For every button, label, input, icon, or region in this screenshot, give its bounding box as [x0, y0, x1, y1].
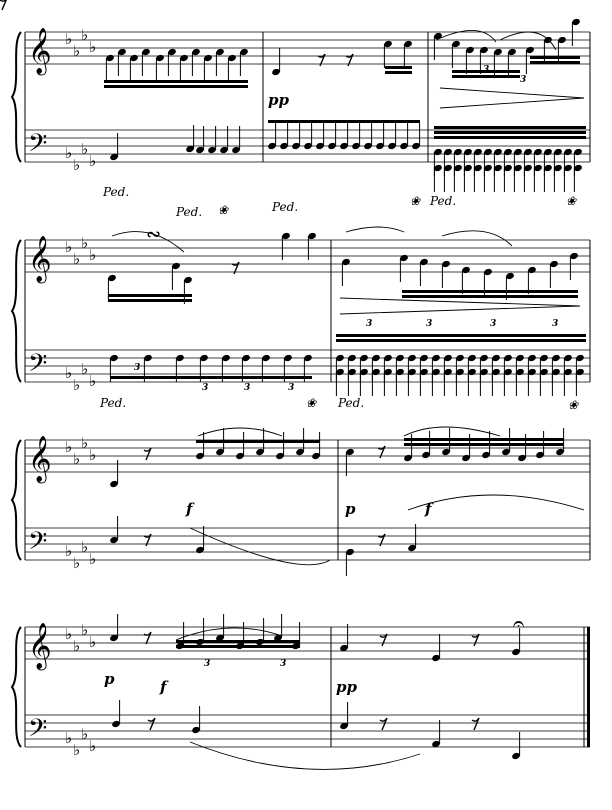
pedal-mark: Ped.	[430, 194, 457, 208]
flat-accidental: ♭	[81, 725, 89, 743]
flat-accidental: ♭	[81, 234, 89, 252]
grand-staff-brace	[12, 32, 21, 162]
flat-accidental: ♭	[65, 364, 73, 382]
treble-clef-icon: 𝄞	[28, 623, 52, 669]
grand-staff-brace	[12, 440, 21, 560]
sixteenth-beam	[104, 80, 248, 83]
dynamic-pp-system1: pp	[268, 91, 289, 109]
triplet-number: 3	[202, 383, 209, 393]
beam	[385, 66, 412, 69]
triplet-number: 3	[490, 319, 497, 329]
grand-staff-brace	[12, 240, 21, 382]
flat-accidental: ♭	[81, 434, 89, 452]
flat-accidental: ♭	[81, 538, 89, 556]
dynamic-f-system3-b: f	[425, 500, 432, 518]
flat-accidental: ♭	[73, 42, 81, 60]
flat-accidental: ♭	[65, 542, 73, 560]
flat-accidental: ♭	[73, 376, 81, 394]
thirtysecond-beam	[434, 131, 586, 134]
flat-accidental: ♭	[89, 246, 97, 264]
flat-accidental: ♭	[81, 140, 89, 158]
dynamic-f-system4: f	[160, 678, 167, 696]
flat-accidental: ♭	[81, 26, 89, 44]
dynamic-f-system3-a: f	[186, 500, 193, 518]
barlines	[25, 32, 590, 747]
beam	[108, 299, 192, 302]
staff-lines	[25, 32, 590, 747]
eighth-rest	[380, 718, 387, 730]
slur	[190, 742, 420, 769]
flat-accidental: ♭	[65, 438, 73, 456]
beam	[176, 645, 300, 648]
thirtysecond-beam	[434, 126, 586, 129]
triplet-number: 3	[204, 659, 211, 669]
flat-accidental: ♭	[89, 737, 97, 755]
grand-staff-braces	[12, 32, 21, 747]
slur	[442, 231, 512, 246]
beam	[385, 71, 412, 74]
final-barline-thick	[587, 627, 590, 747]
flat-accidental: ♭	[89, 38, 97, 56]
grand-staff-brace	[12, 627, 21, 747]
beam	[402, 290, 578, 293]
beam	[404, 443, 564, 446]
bass-clef-icon: 𝄢	[28, 129, 48, 164]
eighth-rest	[472, 718, 479, 730]
triplet-number: 3	[520, 75, 527, 85]
beam	[530, 56, 580, 59]
triplet-number: 3	[426, 319, 433, 329]
pedal-release-mark: ❀	[218, 203, 229, 217]
triplet-number: 3	[288, 383, 295, 393]
flat-accidental: ♭	[73, 741, 81, 759]
beam	[402, 295, 578, 298]
treble-clef-icon: 𝄞	[28, 28, 52, 74]
triplet-number: 3	[552, 319, 559, 329]
eighth-rest	[472, 634, 479, 646]
bass-clef-icon: 𝄢	[28, 349, 48, 384]
flat-accidental: ♭	[65, 144, 73, 162]
beam	[336, 339, 586, 342]
pedal-mark: Ped.	[103, 185, 130, 199]
beam	[110, 376, 312, 379]
flat-accidental: ♭	[65, 238, 73, 256]
beam	[268, 120, 420, 123]
pedal-mark: Ped.	[100, 396, 127, 410]
flat-accidental: ♭	[89, 633, 97, 651]
flat-accidental: ♭	[89, 446, 97, 464]
slur	[198, 428, 282, 436]
flat-accidental: ♭	[89, 550, 97, 568]
fermata-mark: 𝄐	[513, 611, 525, 635]
flat-accidental: ♭	[73, 450, 81, 468]
bass-clef-icon: 𝄢	[28, 714, 48, 749]
treble-clef-icon: 𝄞	[28, 436, 52, 482]
flat-accidental: ♭	[65, 729, 73, 747]
flat-accidental: ♭	[73, 250, 81, 268]
slur	[408, 495, 584, 510]
flat-accidental: ♭	[73, 156, 81, 174]
dynamic-pp-system4: pp	[336, 678, 357, 696]
pedal-release-mark: ❀	[566, 194, 577, 208]
turn-ornament: ∾	[146, 224, 162, 245]
beam	[108, 294, 192, 297]
slur	[404, 427, 500, 436]
bass-clef-icon: 𝄢	[28, 527, 48, 562]
pedal-mark: Ped.	[176, 205, 203, 219]
crescendo-hairpin	[440, 88, 584, 108]
pedal-mark: Ped.	[272, 200, 299, 214]
eighth-rest	[380, 634, 387, 646]
beam	[530, 61, 580, 64]
beam	[196, 440, 320, 443]
slur	[176, 628, 282, 640]
flat-accidental: ♭	[65, 30, 73, 48]
flat-accidental: ♭	[89, 152, 97, 170]
pedal-release-mark: ❀	[568, 398, 579, 412]
pedal-mark: Ped.	[338, 396, 365, 410]
triplet-number: 3	[244, 383, 251, 393]
sixteenth-beam	[104, 85, 248, 88]
hairpin	[340, 298, 580, 314]
triplet-number: 3	[134, 363, 141, 373]
beam	[176, 640, 300, 643]
thirtysecond-beam	[434, 136, 586, 139]
eighth-rest	[0, 0, 7, 10]
beam	[452, 75, 520, 78]
flat-accidental: ♭	[73, 637, 81, 655]
eighth-rest	[148, 718, 155, 730]
triplet-number: 3	[280, 659, 287, 669]
slur	[190, 528, 330, 565]
slur	[346, 227, 404, 232]
clefs-and-key-signatures	[28, 26, 96, 759]
flat-accidental: ♭	[81, 360, 89, 378]
triplet-number: 3	[483, 65, 490, 75]
flat-accidental: ♭	[89, 372, 97, 390]
pedal-release-mark: ❀	[410, 194, 421, 208]
flat-accidental: ♭	[81, 621, 89, 639]
flat-accidental: ♭	[73, 554, 81, 572]
triplet-number: 3	[366, 319, 373, 329]
treble-clef-icon: 𝄞	[28, 236, 52, 282]
eighth-rest	[144, 448, 151, 460]
beam	[336, 334, 586, 337]
dynamic-p-system4: p	[104, 670, 115, 688]
beam	[404, 438, 564, 441]
dynamic-p-system3: p	[345, 500, 356, 518]
pedal-release-mark: ❀	[306, 396, 317, 410]
eighth-rest	[144, 632, 151, 644]
flat-accidental: ♭	[65, 625, 73, 643]
